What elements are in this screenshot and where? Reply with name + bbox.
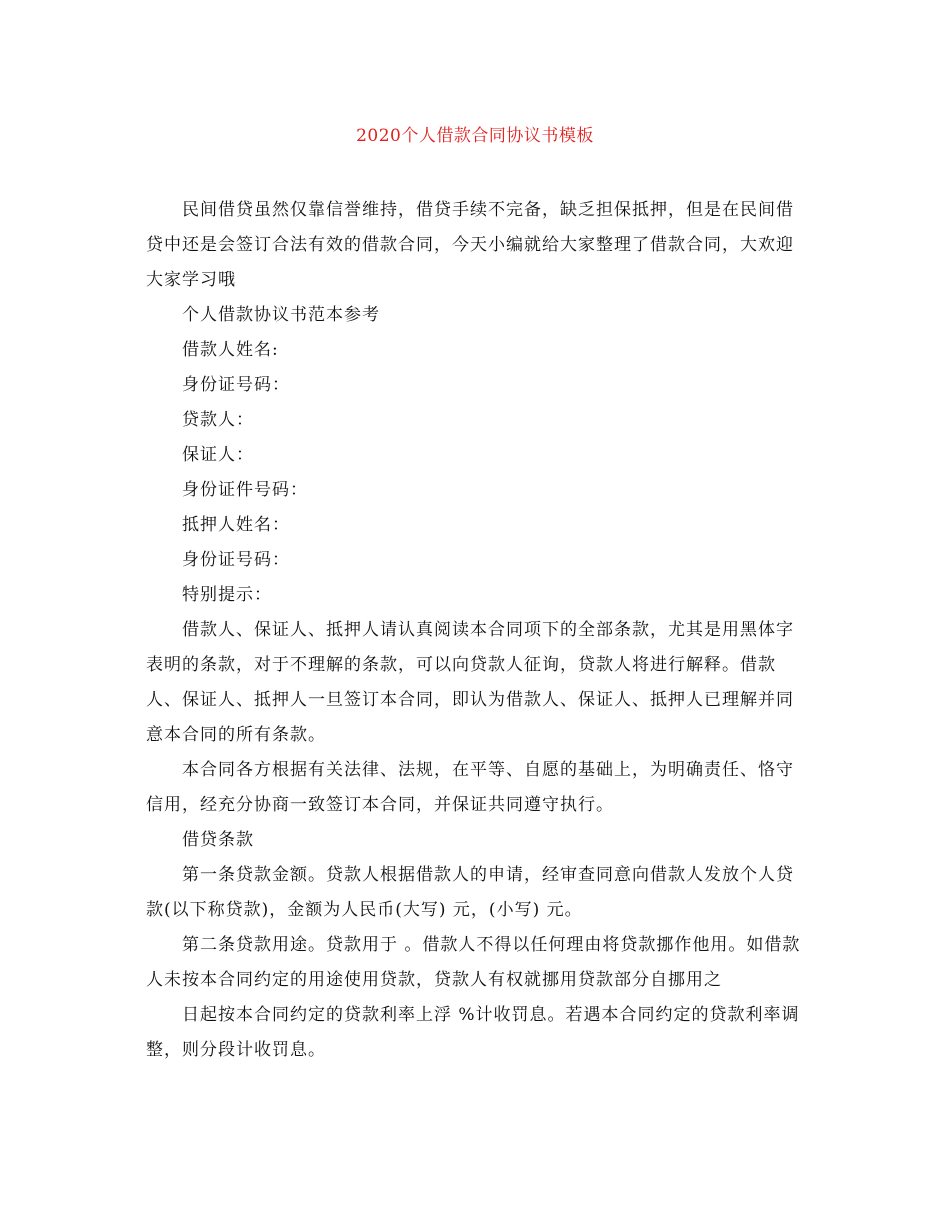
borrower-name-field: 借款人姓名:: [182, 340, 279, 360]
document-title: 2020个人借款合同协议书模板: [356, 126, 594, 146]
borrower-id-field: 身份证号码：: [182, 375, 290, 395]
sample-heading: 个人借款协议书范本参考: [182, 305, 380, 325]
loan-terms-heading: 借贷条款: [182, 830, 254, 850]
guarantor-field: 保证人：: [182, 445, 254, 465]
intro-paragraph: 民间借贷虽然仅靠信誉维持，借贷手续不完备，缺乏担保抵押，但是在民间借贷中还是会签订合法有效的借款合同，今天小编就给大家整理了借款合同，大欢迎大家学习哦: [146, 200, 794, 290]
penalty-interest-paragraph: 日起按本合同约定的贷款利率上浮 %计收罚息。若遇本合同约定的贷款利率调整，则分段计收罚息。: [146, 1005, 800, 1060]
lender-field: 贷款人：: [182, 410, 254, 430]
special-notice-heading: 特别提示：: [182, 585, 272, 605]
special-notice-paragraph: 借款人、保证人、抵押人请认真阅读本合同项下的全部条款，尤其是用黑体字表明的条款，对于不理解的条款，可以向贷款人征询，贷款人将进行解释。借款人、保证人、抵押人一旦签订本合同，即认为借款人、保证人、抵押人已理解并同意本合同的所有条款。: [146, 620, 794, 745]
mortgagor-id-field: 身份证号码：: [182, 550, 290, 570]
guarantor-id-field: 身份证件号码：: [182, 480, 308, 500]
mortgagor-name-field: 抵押人姓名：: [182, 515, 290, 535]
article-one-paragraph: 第一条贷款金额。贷款人根据借款人的申请，经审查同意向借款人发放个人贷款(以下称贷款)，金额为人民币(大写) 元，(小写) 元。: [146, 865, 794, 920]
document-body: [146, 193, 806, 1068]
agreement-paragraph: 本合同各方根据有关法律、法规，在平等、自愿的基础上，为明确责任、恪守信用，经充分协商一致签订本合同，并保证共同遵守执行。: [146, 760, 794, 815]
article-two-paragraph: 第二条贷款用途。贷款用于 。借款人不得以任何理由将贷款挪作他用。如借款人未按本合同约定的用途使用贷款，贷款人有权就挪用贷款部分自挪用之: [146, 935, 801, 990]
